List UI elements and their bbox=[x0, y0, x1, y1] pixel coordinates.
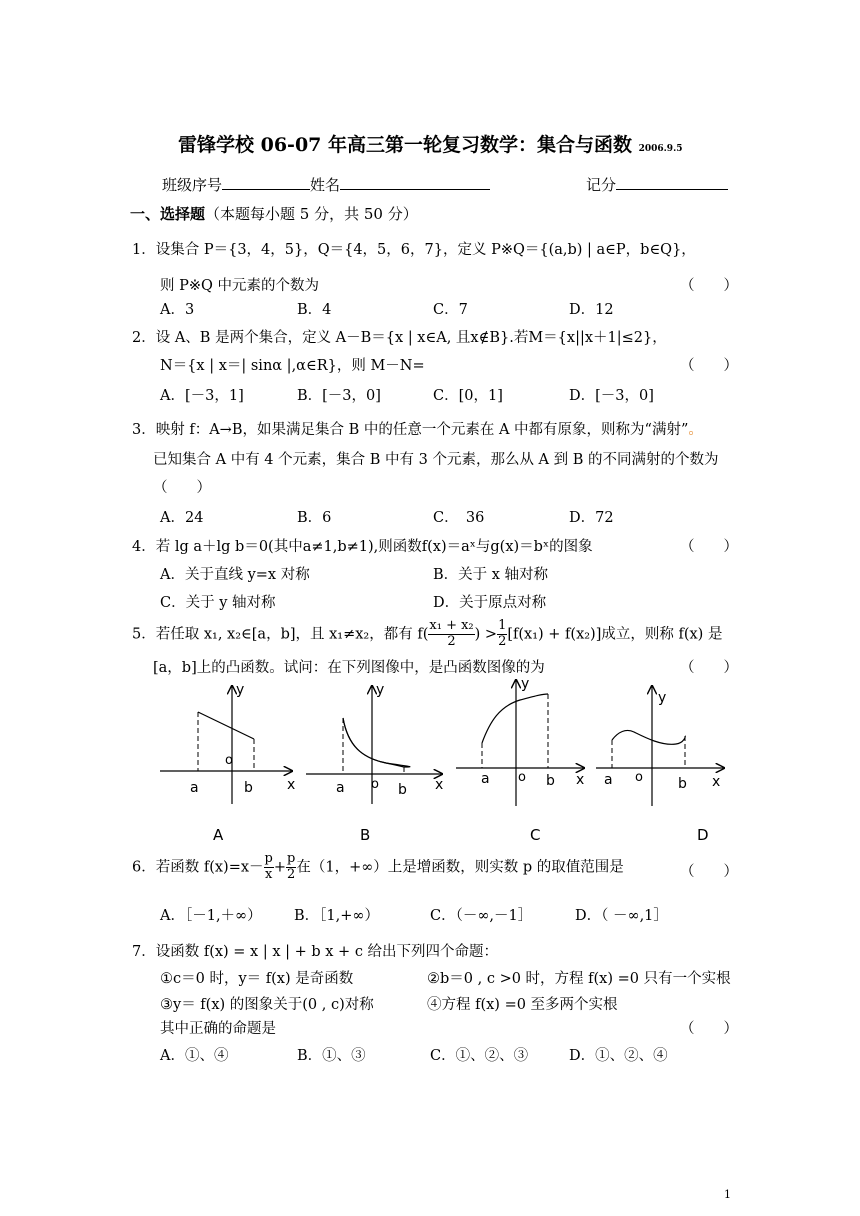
svg-text:b: b bbox=[398, 782, 407, 798]
q3-line1-end: 。 bbox=[688, 422, 703, 438]
q6-post: 在（1，+∞）上是增函数，则实数 p 的取值范围是 bbox=[296, 859, 624, 876]
svg-text:x: x bbox=[576, 772, 585, 788]
graph-label-c[interactable]: C bbox=[530, 826, 541, 844]
score-field bbox=[586, 174, 728, 195]
svg-text:a: a bbox=[190, 780, 199, 796]
q6-pre: 6．若函数 f(x)=x－ bbox=[132, 859, 264, 876]
graph-c[interactable] bbox=[456, 676, 584, 806]
q7-option-b[interactable]: B．①、③ bbox=[297, 1048, 366, 1064]
section-heading bbox=[130, 203, 418, 224]
q7-option-c[interactable]: C．①、②、③ bbox=[430, 1048, 529, 1064]
q5-frac-mid bbox=[428, 619, 474, 650]
svg-text:o: o bbox=[371, 777, 379, 792]
title-date: 2006.9.5 bbox=[638, 144, 683, 154]
q5-answer-paren[interactable]: （ ） bbox=[680, 660, 738, 676]
q6-frac2-den: 2 bbox=[287, 866, 296, 882]
svg-text:a: a bbox=[481, 771, 490, 787]
svg-text:o: o bbox=[518, 770, 526, 785]
q7-answer-paren[interactable]: （ ） bbox=[680, 1021, 738, 1037]
svg-text:x: x bbox=[287, 777, 296, 793]
svg-text:o: o bbox=[635, 770, 643, 785]
q6-line1 bbox=[132, 852, 624, 883]
q7-proposition-4: ④方程 f(x) =0 至多两个实根 bbox=[427, 997, 618, 1013]
q3-option-b[interactable]: B．6 bbox=[297, 510, 332, 526]
q1-answer-paren[interactable]: （ ） bbox=[680, 278, 738, 294]
q2-option-d[interactable]: D．[－3，0] bbox=[569, 388, 654, 404]
q5-post: [f(x₁) + f(x₂)]成立，则称 f(x) 是 bbox=[507, 626, 723, 643]
svg-text:a: a bbox=[604, 772, 613, 788]
graph-d[interactable] bbox=[596, 686, 724, 806]
score-label: 记分 bbox=[586, 176, 617, 194]
q5-frac-num: x₁ + x₂ bbox=[429, 618, 474, 633]
name-blank[interactable] bbox=[340, 175, 490, 190]
graph-a[interactable] bbox=[160, 682, 295, 804]
svg-text:o: o bbox=[225, 753, 233, 768]
q1-line2: 则 P※Q 中元素的个数为 bbox=[160, 278, 320, 294]
svg-text:b: b bbox=[244, 780, 253, 796]
section-note: （本题每小题 5 分，共 50 分） bbox=[205, 205, 418, 223]
q4-line1: 4．若 lg a＋lg b＝0(其中a≠1,b≠1),则函数f(x)＝aˣ与g(x)＝bˣ的图象 bbox=[132, 539, 593, 555]
svg-text:a: a bbox=[336, 780, 345, 796]
graph-label-a[interactable]: A bbox=[213, 826, 224, 844]
q6-option-d[interactable]: D．（ －∞,1］ bbox=[575, 908, 668, 924]
q6-plus: + bbox=[273, 859, 287, 876]
svg-text:y: y bbox=[658, 690, 667, 706]
title-main: 雷锋学校 06-07 年高三第一轮复习数学：集合与函数 bbox=[178, 134, 632, 156]
q5-half-den: 2 bbox=[498, 633, 507, 649]
q3-line1-text: 3．映射 f：A→B，如果满足集合 B 中的任意一个元素在 A 中都有原象，则称为“满射” bbox=[132, 422, 689, 438]
q7-proposition-1: ①c＝0 时，y＝ f(x) 是奇函数 bbox=[160, 971, 354, 987]
q1-option-a[interactable]: A．3 bbox=[160, 302, 195, 318]
q3-option-c[interactable]: C． 36 bbox=[433, 510, 485, 526]
q4-option-b[interactable]: B．关于 x 轴对称 bbox=[433, 567, 549, 583]
svg-text:y: y bbox=[236, 682, 245, 698]
q4-answer-paren[interactable]: （ ） bbox=[680, 539, 738, 555]
q2-option-b[interactable]: B．[－3，0] bbox=[297, 388, 381, 404]
q3-answer-paren[interactable]: （ ） bbox=[153, 480, 211, 496]
q6-frac2-num: p bbox=[287, 851, 296, 866]
q7-proposition-3: ③y＝ f(x) 的图象关于(0 , c)对称 bbox=[160, 997, 374, 1013]
svg-text:x: x bbox=[435, 777, 444, 793]
q3-option-a[interactable]: A．24 bbox=[160, 510, 204, 526]
page-number: 1 bbox=[724, 1188, 731, 1201]
q7-option-d[interactable]: D．①、②、④ bbox=[569, 1048, 668, 1064]
q6-option-c[interactable]: C．（－∞,－1］ bbox=[430, 908, 533, 924]
q3-line2: 已知集合 A 中有 4 个元素，集合 B 中有 3 个元素，那么从 A 到 B 的不同满射的个数为 bbox=[153, 452, 719, 468]
header-line bbox=[162, 174, 490, 195]
q7-line4: 其中正确的命题是 bbox=[160, 1021, 276, 1037]
score-blank[interactable] bbox=[616, 175, 728, 190]
svg-text:x: x bbox=[712, 774, 721, 790]
q2-line1: 2．设 A、B 是两个集合，定义 A－B＝{x | x∈A, 且x∉B}.若M＝{x||x＋1|≤2}， bbox=[132, 330, 667, 346]
q3-option-d[interactable]: D．72 bbox=[569, 510, 614, 526]
q6-option-b[interactable]: B．［1,+∞） bbox=[294, 908, 379, 924]
q1-option-c[interactable]: C．7 bbox=[433, 302, 468, 318]
class-label: 班级序号 bbox=[162, 176, 223, 194]
q5-frac-den: 2 bbox=[447, 633, 456, 649]
q1-line1: 1．设集合 P＝{3，4，5}，Q＝{4，5，6，7}，定义 P※Q＝{(a,b) | a∈P，b∈Q}， bbox=[132, 242, 696, 258]
q6-option-a[interactable]: A．［－1,＋∞） bbox=[160, 908, 262, 924]
q1-option-b[interactable]: B．4 bbox=[297, 302, 332, 318]
q4-option-a[interactable]: A．关于直线 y=x 对称 bbox=[160, 567, 310, 583]
section-title: 一、选择题 bbox=[130, 205, 206, 223]
q5-graphs bbox=[150, 676, 730, 806]
class-blank[interactable] bbox=[222, 175, 310, 190]
q6-frac1-den: x bbox=[265, 866, 273, 882]
graph-label-d[interactable]: D bbox=[697, 826, 709, 844]
svg-text:y: y bbox=[521, 676, 530, 692]
q6-frac2 bbox=[286, 852, 296, 883]
q2-option-c[interactable]: C．[0，1] bbox=[433, 388, 503, 404]
q2-option-a[interactable]: A．[－3，1] bbox=[160, 388, 244, 404]
q7-proposition-2: ②b＝0 , c >0 时，方程 f(x) =0 只有一个实根 bbox=[427, 971, 731, 987]
q5-pre: 5．若任取 x₁, x₂∈[a，b]，且 x₁≠x₂，都有 f( bbox=[132, 626, 429, 643]
q7-line1: 7．设函数 f(x) = x | x | + b x + c 给出下列四个命题： bbox=[132, 944, 499, 960]
q6-answer-paren[interactable]: （ ） bbox=[680, 864, 738, 880]
q6-frac1-num: p bbox=[264, 851, 273, 866]
q5-line2: [a，b]上的凸函数。试问：在下列图像中，是凸函数图像的为 bbox=[153, 660, 545, 676]
graph-b[interactable] bbox=[306, 682, 443, 804]
q7-option-a[interactable]: A．①、④ bbox=[160, 1048, 229, 1064]
q6-frac1 bbox=[264, 852, 274, 883]
q5-line1 bbox=[132, 619, 722, 650]
svg-text:b: b bbox=[678, 776, 687, 792]
q1-option-d[interactable]: D．12 bbox=[569, 302, 614, 318]
q2-line2: N＝{x | x＝| sinα |,α∈R}，则 M－N= bbox=[160, 358, 425, 374]
q5-frac-half bbox=[497, 619, 507, 650]
q5-mid: ) > bbox=[474, 626, 498, 643]
q3-line1 bbox=[132, 418, 703, 439]
svg-text:b: b bbox=[546, 773, 555, 789]
q5-half-num: 1 bbox=[498, 618, 507, 633]
page-title bbox=[178, 130, 682, 157]
q2-answer-paren[interactable]: （ ） bbox=[680, 358, 738, 374]
svg-text:y: y bbox=[376, 682, 385, 698]
graph-label-b[interactable]: B bbox=[360, 826, 371, 844]
q4-option-d[interactable]: D．关于原点对称 bbox=[433, 595, 547, 611]
q4-option-c[interactable]: C．关于 y 轴对称 bbox=[160, 595, 276, 611]
name-label: 姓名 bbox=[310, 176, 341, 194]
